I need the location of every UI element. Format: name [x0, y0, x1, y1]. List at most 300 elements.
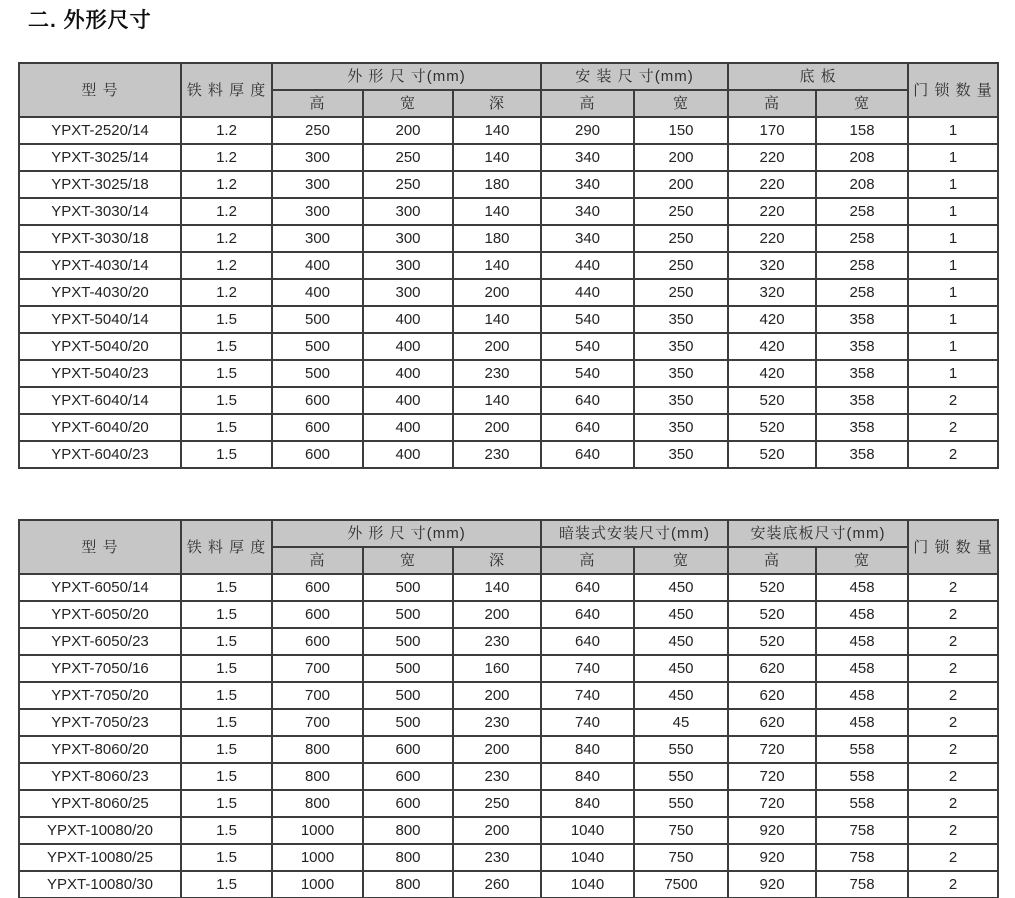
value-cell: 350	[634, 306, 728, 333]
value-cell: 800	[363, 817, 453, 844]
value-cell: 758	[816, 817, 908, 844]
value-cell: 250	[272, 117, 363, 144]
value-cell: 740	[541, 709, 634, 736]
table-row	[19, 144, 998, 171]
value-cell: 540	[541, 333, 634, 360]
value-cell: 2	[908, 387, 998, 414]
dimensions-table-1	[18, 62, 999, 469]
value-cell: 420	[728, 360, 816, 387]
model-cell: YPXT-6050/14	[19, 574, 181, 601]
value-cell: 250	[453, 790, 541, 817]
value-cell: 550	[634, 763, 728, 790]
value-cell: 600	[363, 736, 453, 763]
subcol-header-height: 高	[272, 90, 363, 117]
value-cell: 1	[908, 225, 998, 252]
value-cell: 450	[634, 574, 728, 601]
subcol-header-install-height: 高	[541, 90, 634, 117]
value-cell: 458	[816, 601, 908, 628]
value-cell: 800	[363, 844, 453, 871]
model-cell: YPXT-5040/20	[19, 333, 181, 360]
value-cell: 1	[908, 252, 998, 279]
table-row	[19, 601, 998, 628]
model-cell: YPXT-3025/14	[19, 144, 181, 171]
table-row	[19, 790, 998, 817]
value-cell: 600	[272, 574, 363, 601]
value-cell: 450	[634, 655, 728, 682]
col-header-baseplate: 底 板	[728, 63, 908, 90]
value-cell: 208	[816, 171, 908, 198]
value-cell: 400	[272, 252, 363, 279]
value-cell: 400	[363, 387, 453, 414]
value-cell: 150	[634, 117, 728, 144]
value-cell: 1.5	[181, 709, 272, 736]
col-header-lock-count: 门 锁 数 量	[908, 63, 998, 117]
value-cell: 140	[453, 117, 541, 144]
value-cell: 600	[363, 763, 453, 790]
value-cell: 140	[453, 252, 541, 279]
value-cell: 758	[816, 844, 908, 871]
value-cell: 1	[908, 279, 998, 306]
value-cell: 2	[908, 817, 998, 844]
value-cell: 160	[453, 655, 541, 682]
dimensions-table-2	[18, 519, 999, 898]
value-cell: 208	[816, 144, 908, 171]
table-row	[19, 763, 998, 790]
table-row	[19, 306, 998, 333]
value-cell: 400	[272, 279, 363, 306]
value-cell: 1	[908, 144, 998, 171]
value-cell: 358	[816, 306, 908, 333]
value-cell: 290	[541, 117, 634, 144]
value-cell: 2	[908, 441, 998, 468]
table-row	[19, 225, 998, 252]
table-row	[19, 574, 998, 601]
value-cell: 140	[453, 144, 541, 171]
value-cell: 400	[363, 441, 453, 468]
value-cell: 458	[816, 682, 908, 709]
value-cell: 230	[453, 844, 541, 871]
value-cell: 2	[908, 709, 998, 736]
value-cell: 558	[816, 763, 908, 790]
model-cell: YPXT-6050/23	[19, 628, 181, 655]
model-cell: YPXT-2520/14	[19, 117, 181, 144]
value-cell: 300	[363, 279, 453, 306]
col-header-thickness: 铁 料 厚 度	[181, 520, 272, 574]
subcol-header-install-width: 宽	[634, 90, 728, 117]
subcol-header-width: 宽	[363, 90, 453, 117]
value-cell: 458	[816, 655, 908, 682]
model-cell: YPXT-6040/20	[19, 414, 181, 441]
value-cell: 1.5	[181, 790, 272, 817]
value-cell: 1	[908, 333, 998, 360]
value-cell: 45	[634, 709, 728, 736]
value-cell: 350	[634, 387, 728, 414]
table-row	[19, 387, 998, 414]
value-cell: 1.5	[181, 817, 272, 844]
value-cell: 300	[272, 198, 363, 225]
value-cell: 220	[728, 198, 816, 225]
table-row	[19, 117, 998, 144]
value-cell: 180	[453, 171, 541, 198]
value-cell: 640	[541, 574, 634, 601]
table-row	[19, 171, 998, 198]
value-cell: 500	[363, 601, 453, 628]
value-cell: 400	[363, 360, 453, 387]
table-row	[19, 360, 998, 387]
value-cell: 1.2	[181, 225, 272, 252]
value-cell: 200	[453, 736, 541, 763]
subcol-header-height: 高	[272, 547, 363, 574]
value-cell: 840	[541, 763, 634, 790]
value-cell: 2	[908, 790, 998, 817]
value-cell: 140	[453, 574, 541, 601]
table-row	[19, 817, 998, 844]
value-cell: 180	[453, 225, 541, 252]
table-section-2	[18, 519, 997, 898]
value-cell: 1	[908, 306, 998, 333]
table-1-body	[19, 117, 998, 468]
value-cell: 500	[363, 682, 453, 709]
value-cell: 540	[541, 360, 634, 387]
value-cell: 620	[728, 682, 816, 709]
value-cell: 300	[363, 225, 453, 252]
value-cell: 260	[453, 871, 541, 898]
value-cell: 500	[272, 306, 363, 333]
value-cell: 200	[634, 144, 728, 171]
subcol-header-baseplate-width: 宽	[816, 547, 908, 574]
value-cell: 300	[272, 144, 363, 171]
value-cell: 1.2	[181, 144, 272, 171]
value-cell: 358	[816, 360, 908, 387]
value-cell: 1.5	[181, 360, 272, 387]
value-cell: 1.5	[181, 574, 272, 601]
value-cell: 800	[363, 871, 453, 898]
value-cell: 800	[272, 736, 363, 763]
col-header-install-baseplate-dimensions: 安装底板尺寸(mm)	[728, 520, 908, 547]
model-cell: YPXT-8060/20	[19, 736, 181, 763]
value-cell: 750	[634, 844, 728, 871]
value-cell: 640	[541, 601, 634, 628]
value-cell: 250	[634, 279, 728, 306]
value-cell: 640	[541, 387, 634, 414]
value-cell: 520	[728, 628, 816, 655]
model-cell: YPXT-3030/14	[19, 198, 181, 225]
value-cell: 170	[728, 117, 816, 144]
value-cell: 1	[908, 171, 998, 198]
value-cell: 2	[908, 628, 998, 655]
value-cell: 350	[634, 441, 728, 468]
value-cell: 300	[363, 198, 453, 225]
value-cell: 2	[908, 414, 998, 441]
value-cell: 600	[272, 414, 363, 441]
table-row	[19, 655, 998, 682]
value-cell: 440	[541, 252, 634, 279]
value-cell: 320	[728, 252, 816, 279]
value-cell: 600	[272, 601, 363, 628]
value-cell: 1.5	[181, 655, 272, 682]
value-cell: 800	[272, 790, 363, 817]
subcol-header-install-height: 高	[541, 547, 634, 574]
table-2-header	[19, 520, 998, 574]
value-cell: 1.5	[181, 871, 272, 898]
value-cell: 458	[816, 709, 908, 736]
value-cell: 720	[728, 736, 816, 763]
value-cell: 620	[728, 709, 816, 736]
value-cell: 520	[728, 441, 816, 468]
value-cell: 1.5	[181, 763, 272, 790]
value-cell: 358	[816, 333, 908, 360]
value-cell: 450	[634, 601, 728, 628]
table-row	[19, 736, 998, 763]
value-cell: 140	[453, 387, 541, 414]
value-cell: 200	[453, 817, 541, 844]
value-cell: 500	[363, 655, 453, 682]
value-cell: 250	[634, 252, 728, 279]
value-cell: 758	[816, 871, 908, 898]
table-row	[19, 333, 998, 360]
value-cell: 450	[634, 628, 728, 655]
value-cell: 840	[541, 790, 634, 817]
col-header-outer-dimensions: 外 形 尺 寸(mm)	[272, 520, 541, 547]
value-cell: 720	[728, 790, 816, 817]
value-cell: 1.5	[181, 306, 272, 333]
value-cell: 1	[908, 198, 998, 225]
value-cell: 420	[728, 333, 816, 360]
col-header-model: 型 号	[19, 520, 181, 574]
value-cell: 640	[541, 441, 634, 468]
value-cell: 1.5	[181, 414, 272, 441]
model-cell: YPXT-6050/20	[19, 601, 181, 628]
value-cell: 500	[363, 574, 453, 601]
value-cell: 920	[728, 871, 816, 898]
value-cell: 800	[272, 763, 363, 790]
value-cell: 500	[363, 709, 453, 736]
model-cell: YPXT-3025/18	[19, 171, 181, 198]
value-cell: 420	[728, 306, 816, 333]
value-cell: 458	[816, 628, 908, 655]
subcol-header-width: 宽	[363, 547, 453, 574]
model-cell: YPXT-8060/25	[19, 790, 181, 817]
model-cell: YPXT-5040/23	[19, 360, 181, 387]
value-cell: 320	[728, 279, 816, 306]
subcol-header-baseplate-height: 高	[728, 547, 816, 574]
value-cell: 200	[634, 171, 728, 198]
value-cell: 520	[728, 601, 816, 628]
subcol-header-baseplate-width: 宽	[816, 90, 908, 117]
table-row	[19, 844, 998, 871]
value-cell: 520	[728, 574, 816, 601]
value-cell: 358	[816, 441, 908, 468]
value-cell: 1	[908, 117, 998, 144]
value-cell: 500	[272, 360, 363, 387]
value-cell: 840	[541, 736, 634, 763]
model-cell: YPXT-10080/20	[19, 817, 181, 844]
value-cell: 1.5	[181, 844, 272, 871]
value-cell: 640	[541, 628, 634, 655]
value-cell: 550	[634, 790, 728, 817]
page-title: 二. 外形尺寸	[28, 9, 152, 32]
value-cell: 540	[541, 306, 634, 333]
model-cell: YPXT-10080/30	[19, 871, 181, 898]
subcol-header-depth: 深	[453, 90, 541, 117]
value-cell: 720	[728, 763, 816, 790]
value-cell: 740	[541, 682, 634, 709]
value-cell: 2	[908, 763, 998, 790]
value-cell: 140	[453, 198, 541, 225]
value-cell: 2	[908, 871, 998, 898]
value-cell: 450	[634, 682, 728, 709]
value-cell: 340	[541, 144, 634, 171]
value-cell: 550	[634, 736, 728, 763]
value-cell: 1.2	[181, 252, 272, 279]
model-cell: YPXT-4030/20	[19, 279, 181, 306]
value-cell: 158	[816, 117, 908, 144]
value-cell: 700	[272, 709, 363, 736]
col-header-outer-dimensions: 外 形 尺 寸(mm)	[272, 63, 541, 90]
model-cell: YPXT-6040/14	[19, 387, 181, 414]
value-cell: 620	[728, 655, 816, 682]
value-cell: 920	[728, 844, 816, 871]
value-cell: 300	[272, 225, 363, 252]
value-cell: 1040	[541, 844, 634, 871]
value-cell: 2	[908, 574, 998, 601]
table-row	[19, 414, 998, 441]
value-cell: 750	[634, 817, 728, 844]
value-cell: 230	[453, 709, 541, 736]
value-cell: 2	[908, 736, 998, 763]
value-cell: 258	[816, 279, 908, 306]
value-cell: 1.5	[181, 441, 272, 468]
value-cell: 740	[541, 655, 634, 682]
value-cell: 2	[908, 682, 998, 709]
value-cell: 7500	[634, 871, 728, 898]
value-cell: 200	[453, 414, 541, 441]
model-cell: YPXT-8060/23	[19, 763, 181, 790]
value-cell: 920	[728, 817, 816, 844]
value-cell: 640	[541, 414, 634, 441]
value-cell: 350	[634, 333, 728, 360]
value-cell: 2	[908, 844, 998, 871]
value-cell: 230	[453, 763, 541, 790]
value-cell: 1.2	[181, 171, 272, 198]
value-cell: 1040	[541, 817, 634, 844]
col-header-thickness: 铁 料 厚 度	[181, 63, 272, 117]
value-cell: 520	[728, 387, 816, 414]
value-cell: 458	[816, 574, 908, 601]
value-cell: 1.5	[181, 601, 272, 628]
table-2-body	[19, 574, 998, 898]
value-cell: 200	[453, 333, 541, 360]
value-cell: 358	[816, 414, 908, 441]
value-cell: 2	[908, 655, 998, 682]
model-cell: YPXT-4030/14	[19, 252, 181, 279]
value-cell: 700	[272, 655, 363, 682]
table-row	[19, 709, 998, 736]
value-cell: 350	[634, 414, 728, 441]
table-1-header	[19, 63, 998, 117]
col-header-model: 型 号	[19, 63, 181, 117]
value-cell: 258	[816, 198, 908, 225]
col-header-concealed-install-dimensions: 暗装式安装尺寸(mm)	[541, 520, 728, 547]
value-cell: 1.2	[181, 279, 272, 306]
value-cell: 1.5	[181, 736, 272, 763]
subcol-header-install-width: 宽	[634, 547, 728, 574]
value-cell: 500	[363, 628, 453, 655]
value-cell: 300	[272, 171, 363, 198]
table-row	[19, 252, 998, 279]
table-row	[19, 682, 998, 709]
model-cell: YPXT-5040/14	[19, 306, 181, 333]
table-row	[19, 441, 998, 468]
model-cell: YPXT-7050/23	[19, 709, 181, 736]
value-cell: 1.5	[181, 628, 272, 655]
value-cell: 400	[363, 306, 453, 333]
value-cell: 250	[363, 171, 453, 198]
value-cell: 2	[908, 601, 998, 628]
value-cell: 1000	[272, 844, 363, 871]
value-cell: 1.5	[181, 333, 272, 360]
value-cell: 1040	[541, 871, 634, 898]
value-cell: 600	[272, 441, 363, 468]
value-cell: 200	[363, 117, 453, 144]
col-header-lock-count: 门 锁 数 量	[908, 520, 998, 574]
value-cell: 1.2	[181, 117, 272, 144]
value-cell: 1.2	[181, 198, 272, 225]
value-cell: 500	[272, 333, 363, 360]
value-cell: 600	[272, 387, 363, 414]
model-cell: YPXT-6040/23	[19, 441, 181, 468]
value-cell: 300	[363, 252, 453, 279]
value-cell: 400	[363, 333, 453, 360]
value-cell: 140	[453, 306, 541, 333]
table-row	[19, 628, 998, 655]
value-cell: 1000	[272, 871, 363, 898]
value-cell: 1000	[272, 817, 363, 844]
model-cell: YPXT-3030/18	[19, 225, 181, 252]
value-cell: 350	[634, 360, 728, 387]
value-cell: 1	[908, 360, 998, 387]
value-cell: 600	[272, 628, 363, 655]
value-cell: 1.5	[181, 387, 272, 414]
table-row	[19, 198, 998, 225]
value-cell: 600	[363, 790, 453, 817]
subcol-header-baseplate-height: 高	[728, 90, 816, 117]
value-cell: 220	[728, 225, 816, 252]
value-cell: 230	[453, 441, 541, 468]
value-cell: 400	[363, 414, 453, 441]
value-cell: 200	[453, 601, 541, 628]
value-cell: 358	[816, 387, 908, 414]
table-row	[19, 279, 998, 306]
value-cell: 220	[728, 171, 816, 198]
value-cell: 230	[453, 628, 541, 655]
value-cell: 258	[816, 252, 908, 279]
value-cell: 250	[634, 225, 728, 252]
value-cell: 258	[816, 225, 908, 252]
table-section-1	[18, 62, 997, 469]
value-cell: 230	[453, 360, 541, 387]
value-cell: 250	[363, 144, 453, 171]
value-cell: 558	[816, 790, 908, 817]
value-cell: 200	[453, 279, 541, 306]
value-cell: 520	[728, 414, 816, 441]
value-cell: 340	[541, 171, 634, 198]
model-cell: YPXT-7050/20	[19, 682, 181, 709]
subcol-header-depth: 深	[453, 547, 541, 574]
value-cell: 250	[634, 198, 728, 225]
value-cell: 700	[272, 682, 363, 709]
col-header-install-dimensions: 安 装 尺 寸(mm)	[541, 63, 728, 90]
